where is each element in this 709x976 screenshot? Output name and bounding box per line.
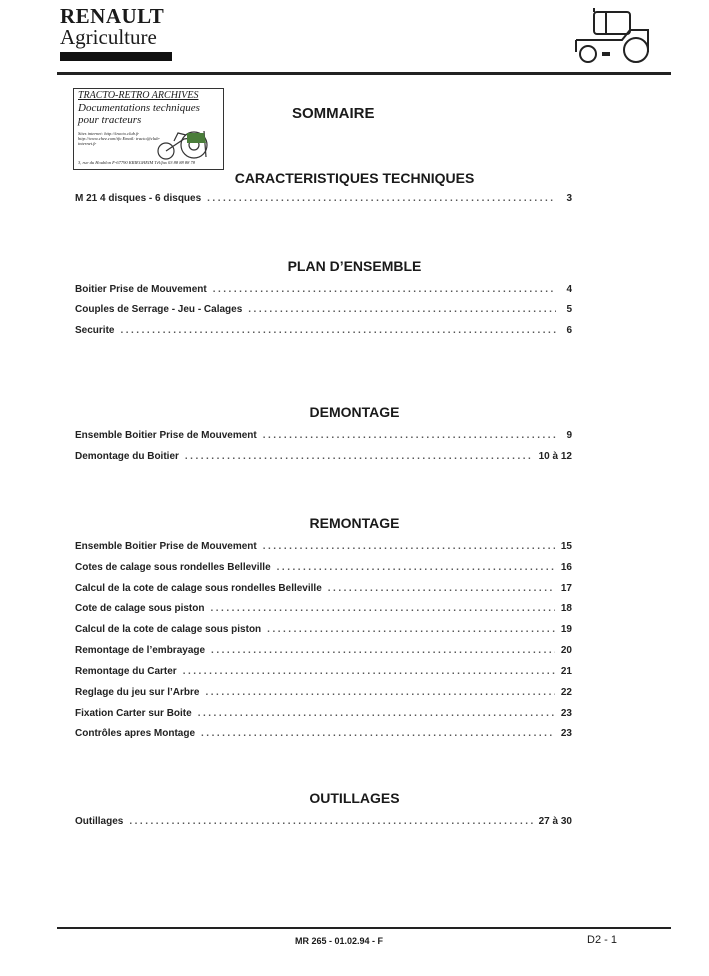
toc-entry-label: Cotes de calage sous rondelles Belleville (75, 562, 271, 573)
toc-entry-page: 16 (560, 562, 572, 573)
toc-entry (75, 451, 572, 465)
toc-entry (75, 562, 572, 576)
archive-stamp (73, 88, 224, 170)
toc-entry-label: Fixation Carter sur Boite (75, 708, 192, 719)
toc-entry-label: Outillages (75, 816, 124, 827)
brand-subtitle: Agriculture (60, 25, 157, 49)
section-title: CARACTERISTIQUES TECHNIQUES (234, 170, 475, 186)
toc-entry (75, 624, 572, 638)
toc-entry (75, 687, 572, 701)
toc-entry (75, 666, 572, 680)
toc-entry-page: 23 (560, 708, 572, 719)
dot-leader (185, 451, 533, 462)
dot-leader (211, 645, 555, 656)
brand-logo (60, 6, 172, 61)
toc-entry (75, 816, 572, 830)
dot-leader (277, 562, 555, 573)
section-title: DEMONTAGE (309, 404, 400, 420)
stamp-subtitle: Documentations techniques pour tracteurs (78, 102, 200, 126)
toc-entry-label: M 21 4 disques - 6 disques (75, 193, 202, 204)
document-reference: MR 265 - 01.02.94 - F (295, 936, 384, 946)
stamp-title: TRACTO-RETRO ARCHIVES (78, 90, 199, 101)
toc-entry-label: Demontage du Boitier (75, 451, 179, 462)
toc-entry-page: 27 à 30 (538, 816, 572, 827)
dot-leader (210, 603, 554, 614)
dot-leader (183, 666, 555, 677)
section-title: REMONTAGE (309, 515, 400, 531)
toc-entry-page: 10 à 12 (538, 451, 572, 462)
toc-entry (75, 304, 572, 318)
toc-entry-page: 22 (560, 687, 572, 698)
dot-leader (328, 583, 555, 594)
toc-entry (75, 541, 572, 555)
dot-leader (198, 708, 555, 719)
toc-entry-page: 20 (560, 645, 572, 656)
toc-entry (75, 193, 572, 207)
toc-entry (75, 645, 572, 659)
dot-leader (213, 284, 556, 295)
stamp-address: 3, rue du Houblon F-67790 KRIEGHEIM Tél/fax 03 88 88 88 78 (78, 160, 195, 165)
toc-entry-label: Remontage du Carter (75, 666, 177, 677)
toc-entry-label: Calcul de la cote de calage sous piston (75, 624, 262, 635)
dot-leader (120, 325, 556, 336)
toc-entry-label: Calcul de la cote de calage sous rondelles Belleville (75, 583, 322, 594)
footer-divider (57, 927, 671, 929)
toc-entry-page: 17 (560, 583, 572, 594)
toc-entry-label: Couples de Serrage - Jeu - Calages (75, 304, 243, 315)
toc-entry-page: 3 (566, 193, 572, 204)
toc-entry (75, 603, 572, 617)
toc-entry-label: Securite (75, 325, 115, 336)
toc-entry-page: 9 (566, 430, 572, 441)
toc-entry-page: 5 (566, 304, 572, 315)
brand-name: RENAULT (60, 4, 165, 28)
toc-entry-label: Remontage de l’embrayage (75, 645, 206, 656)
toc-entry (75, 728, 572, 742)
section-title: OUTILLAGES (309, 790, 400, 806)
dot-leader (267, 624, 555, 635)
dot-leader (207, 193, 556, 204)
toc-entry (75, 708, 572, 722)
dot-leader (263, 430, 556, 441)
toc-entry-page: 21 (560, 666, 572, 677)
toc-entry-label: Contrôles apres Montage (75, 728, 196, 739)
dot-leader (263, 541, 555, 552)
page-title: SOMMAIRE (292, 105, 375, 122)
tractor-icon (572, 8, 652, 66)
page-number: D2 - 1 (587, 934, 617, 946)
vintage-tractor-icon (154, 127, 214, 161)
toc-entry (75, 583, 572, 597)
brand-bar (60, 52, 172, 61)
toc-entry (75, 325, 572, 339)
dot-leader (129, 816, 532, 827)
toc-entry-page: 4 (566, 284, 572, 295)
dot-leader (205, 687, 554, 698)
toc-entry-label: Boitier Prise de Mouvement (75, 284, 207, 295)
toc-entry-page: 15 (560, 541, 572, 552)
toc-entry (75, 284, 572, 298)
toc-entry-label: Reglage du jeu sur l’Arbre (75, 687, 200, 698)
header-divider (57, 72, 671, 75)
toc-entry-page: 23 (560, 728, 572, 739)
stamp-sites: Sites internet: http://tracto.club.fr http://www.chez.com/tfo Email: tracto@club-internet.fr (78, 131, 161, 146)
toc-entry-page: 18 (560, 603, 572, 614)
dot-leader (201, 728, 555, 739)
dot-leader (248, 304, 556, 315)
toc-entry-label: Ensemble Boitier Prise de Mouvement (75, 541, 257, 552)
toc-entry-label: Cote de calage sous piston (75, 603, 205, 614)
section-title: PLAN D’ENSEMBLE (287, 258, 422, 274)
toc-entry-label: Ensemble Boitier Prise de Mouvement (75, 430, 257, 441)
toc-entry-page: 19 (560, 624, 572, 635)
toc-entry-page: 6 (566, 325, 572, 336)
toc-entry (75, 430, 572, 444)
